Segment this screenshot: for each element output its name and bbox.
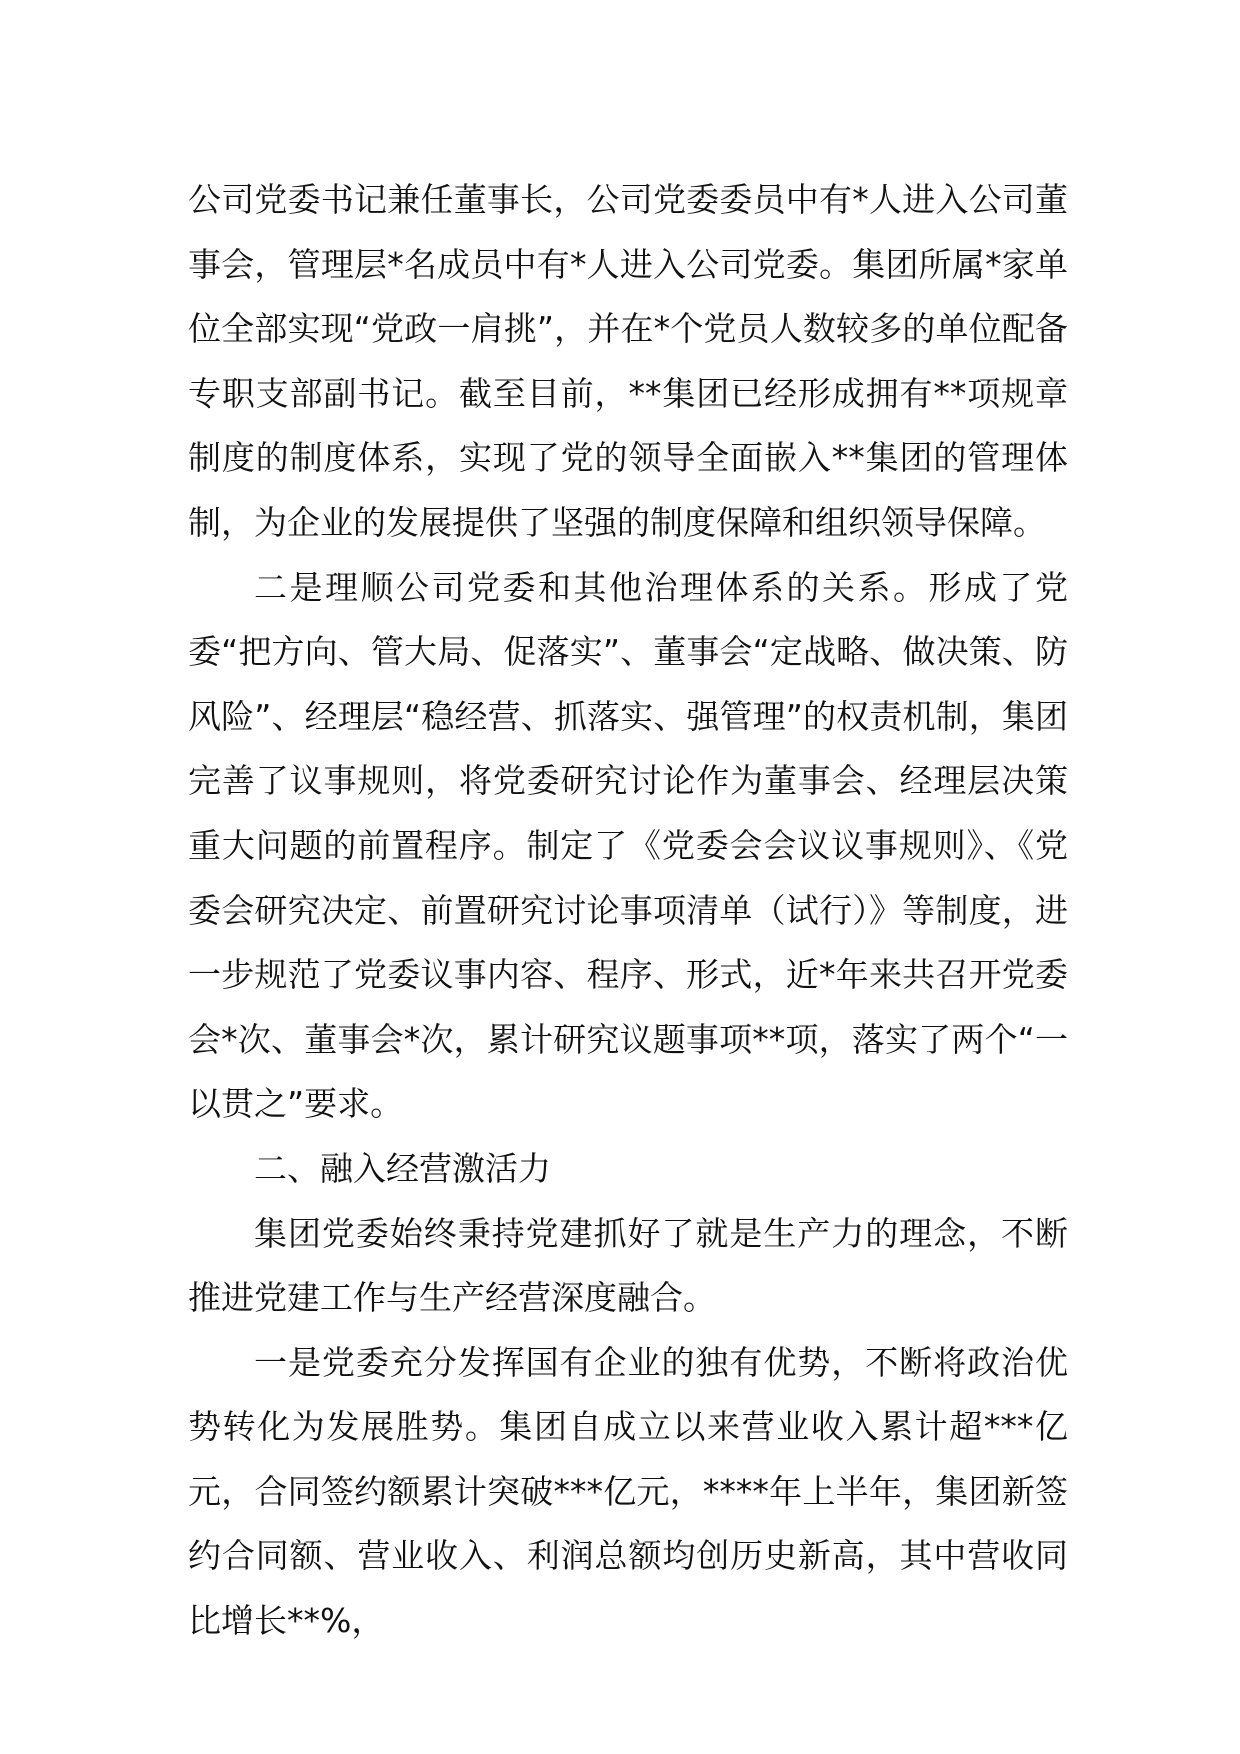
paragraph-2: 二是理顺公司党委和其他治理体系的关系。形成了党委“把方向、管大局、促落实”、董事会“定战略、做决策、防风险”、经理层“稳经营、抓落实、强管理”的权责机制，集团完善了议事规则，将党委研究讨论作为董事会、经理层决策重大问题的前置程序。制定了《党委会会议议事规则》、《党委会研究决定、前置研究讨论事项清单（试行）》等制度，进一步规范了党委议事内容、程序、形式，近*年来共召开党委会*次、董事会*次，累计研究议题事项**项，落实了两个“一以贯之”要求。 [188, 567, 1068, 1124]
paragraph-1: 公司党委书记兼任董事长，公司党委委员中有*人进入公司董事会，管理层*名成员中有*人进入公司党委。集团所属*家单位全部实现“党政一肩挑”，并在*个党员人数较多的单位配备专职支部副书记。截至目前，**集团已经形成拥有**项规章制度的制度体系，实现了党的领导全面嵌入**集团的管理体制，为企业的发展提供了坚强的制度保障和组织领导保障。 [188, 180, 1068, 542]
section-heading: 二、融入经营激活力 [254, 1148, 551, 1188]
paragraph-3: 集团党委始终秉持党建抓好了就是生产力的理念，不断推进党建工作与生产经营深度融合。 [188, 1213, 1068, 1318]
document-body [188, 168, 1068, 1654]
paragraph-4: 一是党委充分发挥国有企业的独有优势，不断将政治优势转化为发展胜势。集团自成立以来营业收入累计超***亿元，合同签约额累计突破***亿元，****年上半年，集团新签约合同额、营业收入、利润总额均创历史新高，其中营收同比增长**%， [188, 1342, 1068, 1641]
